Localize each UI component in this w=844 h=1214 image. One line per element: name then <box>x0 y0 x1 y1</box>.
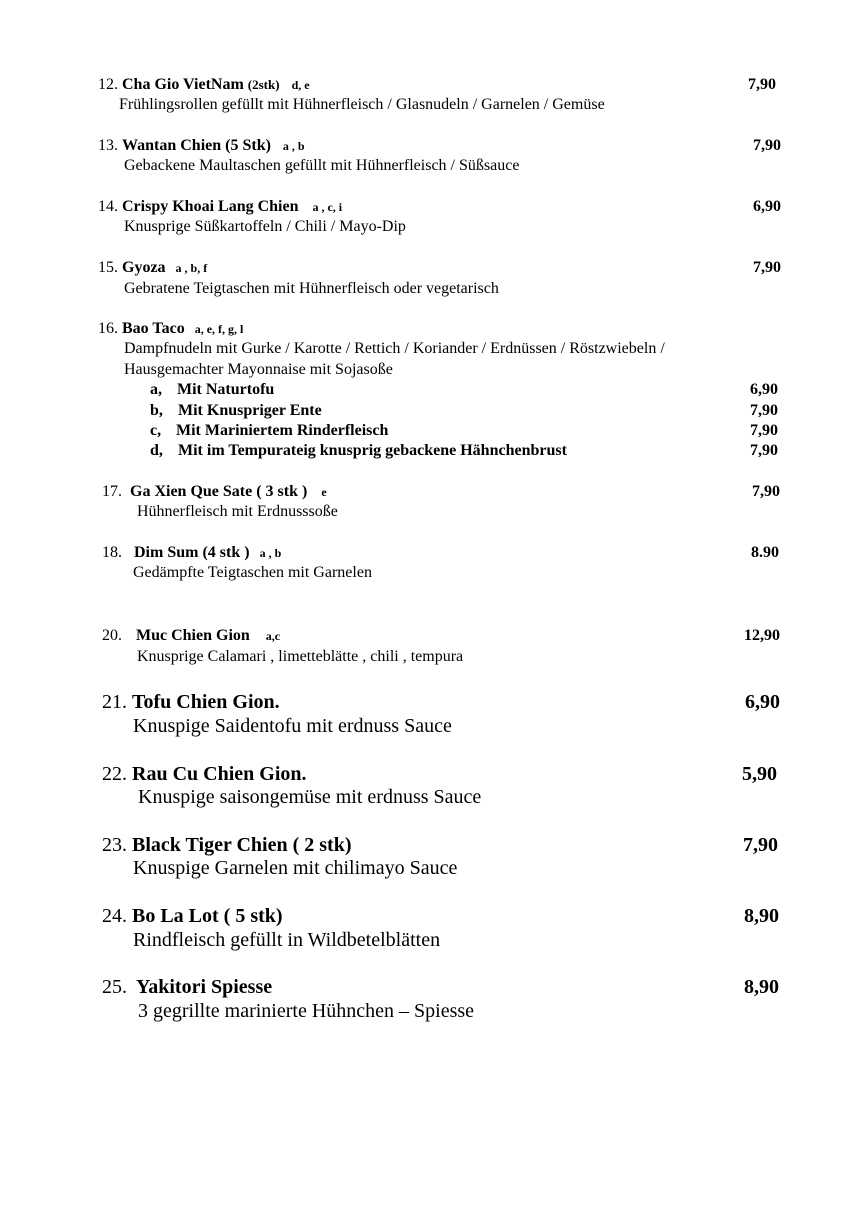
option-price: 7,90 <box>750 442 778 459</box>
item-price: 7,90 <box>753 137 781 154</box>
item-number: 21. <box>102 691 127 713</box>
item-price: 7,90 <box>752 483 780 500</box>
item-number: 15. <box>98 259 118 276</box>
item-title <box>102 906 283 926</box>
item-title <box>102 628 280 644</box>
item-name: Bo La Lot ( 5 stk) <box>132 905 283 927</box>
item-title <box>102 764 307 784</box>
item-description: Knuspige Saidentofu mit erdnuss Sauce <box>133 715 452 737</box>
item-number: 18. <box>102 544 122 561</box>
item-allergens: a , b <box>282 139 305 153</box>
item-number: 16. <box>98 320 118 337</box>
item-name: Crispy Khoai Lang Chien <box>122 198 299 215</box>
item-description-line-2: Hausgemachter Mayonnaise mit Sojasoße <box>124 361 393 378</box>
item-title <box>102 692 280 712</box>
item-name: Yakitori Spiesse <box>136 976 273 998</box>
item-name: Dim Sum (4 stk ) <box>134 544 250 561</box>
item-name: Ga Xien Que Sate ( 3 stk ) <box>130 483 308 500</box>
item-title <box>98 260 207 276</box>
item-number: 24. <box>102 905 127 927</box>
item-price: 8.90 <box>751 544 779 561</box>
item-title <box>98 77 310 93</box>
option-text: Mit Knuspriger Ente <box>178 402 322 419</box>
item-number: 20. <box>102 627 122 644</box>
item-number: 17. <box>102 483 122 500</box>
item-name: Black Tiger Chien ( 2 stk) <box>132 834 352 856</box>
option-price: 7,90 <box>750 422 778 439</box>
item-title <box>98 138 305 154</box>
option-label: d, <box>150 442 163 459</box>
option-text: Mit Naturtofu <box>177 381 275 398</box>
option-text: Mit Mariniertem Rinderfleisch <box>176 422 389 439</box>
item-number: 14. <box>98 198 118 215</box>
item-number: 12. <box>98 76 118 93</box>
item-description: Gedämpfte Teigtaschen mit Garnelen <box>133 564 372 581</box>
option-text: Mit im Tempurateig knusprig gebackene Hähnchenbrust <box>178 442 567 459</box>
item-name: Bao Taco <box>122 320 185 337</box>
item-number: 23. <box>102 834 127 856</box>
item-title <box>102 977 272 997</box>
item-quantity: (2stk) <box>247 77 280 92</box>
item-name: Gyoza <box>122 259 166 276</box>
option-price: 6,90 <box>750 381 778 398</box>
item-price: 6,90 <box>753 198 781 215</box>
option-price: 7,90 <box>750 402 778 419</box>
item-name: Muc Chien Gion <box>136 627 250 644</box>
item-allergens: a, e, f, g, l <box>194 322 244 336</box>
item-description: Knusprige Calamari , limetteblätte , chili , tempura <box>137 648 464 665</box>
option-label: c, <box>150 422 162 439</box>
item-name: Tofu Chien Gion. <box>132 691 280 713</box>
item-description: Frühlingsrollen gefüllt mit Hühnerfleisch / Glasnudeln / Garnelen / Gemüse <box>119 96 605 113</box>
item-price: 8,90 <box>744 905 779 927</box>
item-price: 6,90 <box>745 691 780 713</box>
item-title <box>102 484 327 500</box>
item-name: Cha Gio VietNam <box>122 76 244 93</box>
item-description: Knusprige Süßkartoffeln / Chili / Mayo-Dip <box>124 218 406 235</box>
item-price: 7,90 <box>753 259 781 276</box>
item-allergens: a,c <box>265 629 281 643</box>
item-allergens: d, e <box>291 78 310 92</box>
item-title <box>98 199 342 215</box>
item-number: 13. <box>98 137 118 154</box>
option-label: a, <box>150 381 162 398</box>
item-allergens: a , b <box>259 546 282 560</box>
item-price: 8,90 <box>744 976 779 998</box>
item-allergens: a , b, f <box>175 261 208 275</box>
item-allergens: e <box>321 485 327 499</box>
item-description: Knuspige saisongemüse mit erdnuss Sauce <box>138 786 482 808</box>
item-name: Rau Cu Chien Gion. <box>132 763 307 785</box>
item-name: Wantan Chien (5 Stk) <box>122 137 271 154</box>
item-description: Rindfleisch gefüllt in Wildbetelblätten <box>133 929 441 951</box>
item-description: 3 gegrillte marinierte Hühnchen – Spiesse <box>138 1000 475 1022</box>
item-description: Knuspige Garnelen mit chilimayo Sauce <box>133 857 458 879</box>
item-price: 5,90 <box>742 763 777 785</box>
item-number: 22. <box>102 763 127 785</box>
item-description: Hühnerfleisch mit Erdnusssoße <box>137 503 338 520</box>
item-price: 12,90 <box>744 627 780 644</box>
item-description-line-1: Dampfnudeln mit Gurke / Karotte / Rettich / Koriander / Erdnüssen / Röstzwiebeln / <box>124 340 665 357</box>
item-allergens: a , c, i <box>312 200 343 214</box>
item-title <box>102 545 281 561</box>
item-number: 25. <box>102 976 127 998</box>
item-price: 7,90 <box>743 834 778 856</box>
option-label: b, <box>150 402 163 419</box>
item-title <box>102 835 351 855</box>
item-description: Gebratene Teigtaschen mit Hühnerfleisch oder vegetarisch <box>124 280 499 297</box>
item-price: 7,90 <box>748 76 776 93</box>
item-title <box>98 321 243 337</box>
item-description: Gebackene Maultaschen gefüllt mit Hühnerfleisch / Süßsauce <box>124 157 520 174</box>
